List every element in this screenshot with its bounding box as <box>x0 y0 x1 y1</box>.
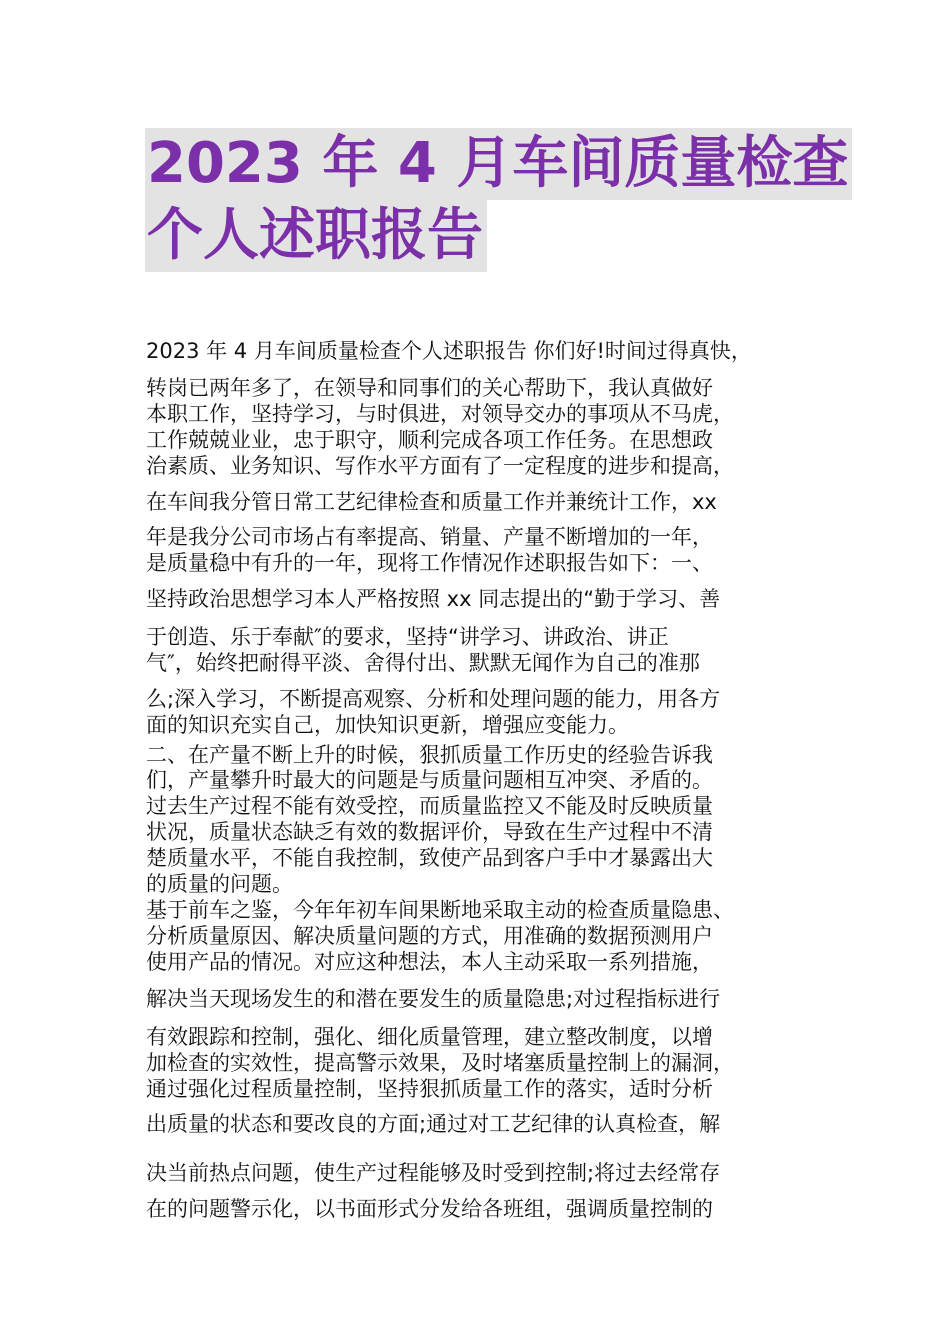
body-line: 面的知识充实自己，加快知识更新，增强应变能力。 <box>146 713 629 737</box>
body-line: 工作兢兢业业，忠于职守，顺利完成各项工作任务。在思想政 <box>146 428 713 452</box>
body-line: 使用产品的情况。对应这种想法，本人主动采取一系列措施， <box>146 950 713 974</box>
body-line: 解决当天现场发生的和潜在要发生的质量隐患;对过程指标进行 <box>146 987 721 1011</box>
body-line: 状况，质量状态缺乏有效的数据评价，导致在生产过程中不清 <box>146 820 713 844</box>
document-title <box>145 128 852 272</box>
body-line: 本职工作，坚持学习，与时俱进，对领导交办的事项从不马虎， <box>146 402 734 426</box>
body-line: 于创造、乐于奉献″的要求，坚持“讲学习、讲政治、讲正 <box>146 625 669 649</box>
body-line: 2023 年 4 月车间质量检查个人述职报告 你们好!时间过得真快， <box>146 339 752 363</box>
title-line-1: 2023 年 4 月车间质量检查 <box>145 128 852 200</box>
body-line: 年是我分公司市场占有率提高、销量、产量不断增加的一年， <box>146 525 713 549</box>
body-line: 基于前车之鉴，今年年初车间果断地采取主动的检查质量隐患、 <box>146 898 734 922</box>
body-line: 二、在产量不断上升的时候，狠抓质量工作历史的经验告诉我 <box>146 743 713 767</box>
body-line: 楚质量水平，不能自我控制，致使产品到客户手中才暴露出大 <box>146 846 713 870</box>
body-line: 转岗已两年多了，在领导和同事们的关心帮助下，我认真做好 <box>146 376 713 400</box>
body-line: 坚持政治思想学习本人严格按照 xx 同志提出的“勤于学习、善 <box>146 587 721 611</box>
body-line: 出质量的状态和要改良的方面;通过对工艺纪律的认真检查，解 <box>146 1112 721 1136</box>
body-line: 么;深入学习，不断提高观察、分析和处理问题的能力，用各方 <box>146 687 721 711</box>
body-line: 的质量的问题。 <box>146 872 293 896</box>
body-line: 在的问题警示化，以书面形式分发给各班组，强调质量控制的 <box>146 1197 713 1221</box>
body-line: 分析质量原因、解决质量问题的方式，用准确的数据预测用户 <box>146 924 713 948</box>
body-line: 气″，始终把耐得平淡、舍得付出、默默无闻作为自己的准那 <box>146 651 700 675</box>
body-line: 治素质、业务知识、写作水平方面有了一定程度的进步和提高， <box>146 454 734 478</box>
body-line: 是质量稳中有升的一年，现将工作情况作述职报告如下：一、 <box>146 551 713 575</box>
body-line: 们，产量攀升时最大的问题是与质量问题相互冲突、矛盾的。 <box>146 768 713 792</box>
body-line: 有效跟踪和控制，强化、细化质量管理，建立整改制度，以增 <box>146 1025 713 1049</box>
body-line: 过去生产过程不能有效受控，而质量监控又不能及时反映质量 <box>146 794 713 818</box>
title-line-2: 个人述职报告 <box>145 200 487 272</box>
body-line: 加检查的实效性，提高警示效果，及时堵塞质量控制上的漏洞， <box>146 1051 734 1075</box>
body-line: 通过强化过程质量控制，坚持狠抓质量工作的落实，适时分析 <box>146 1077 713 1101</box>
body-line: 决当前热点问题，使生产过程能够及时受到控制;将过去经常存 <box>146 1161 721 1185</box>
body-line: 在车间我分管日常工艺纪律检查和质量工作并兼统计工作，xx <box>146 490 717 514</box>
